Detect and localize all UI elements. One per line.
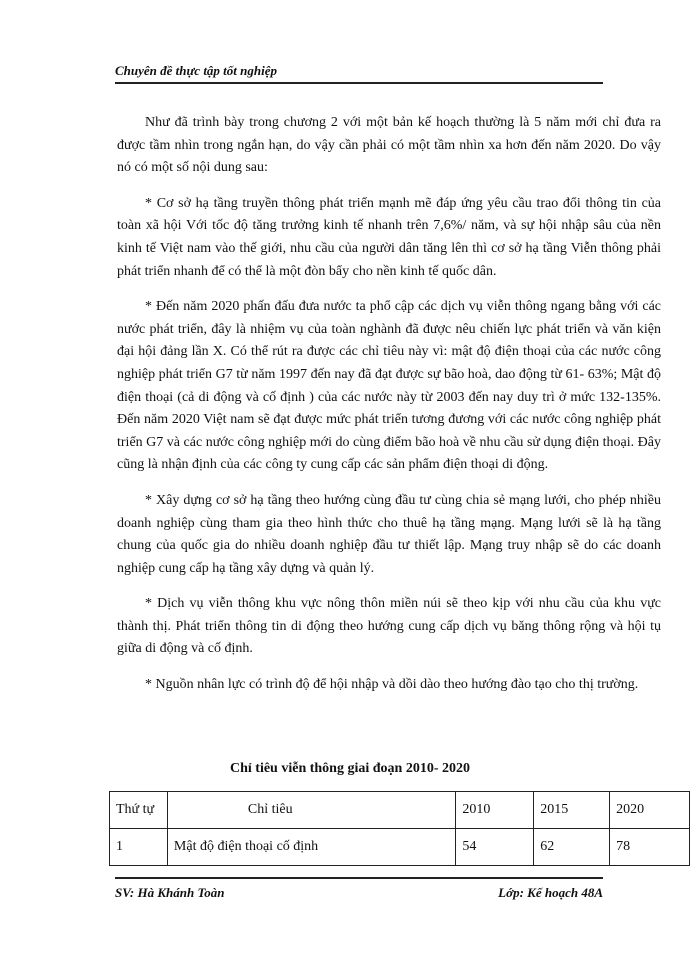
cell-2010: 54 — [456, 829, 534, 866]
header-cell-order: Thứ tự — [110, 792, 168, 829]
paragraph-shared-network: * Xây dựng cơ sở hạ tầng theo hướng cùng đầu tư cùng chia sẻ mạng lưới, cho phép nhiều doanh nghiệp cùng tham gia theo hình thức cho thuê hạ tầng mạng. Mạng lưới sẽ là hạ tầng chung của quốc gia do nhiều doanh nghiệp đầu tư thiết lập. Mạng truy nhập sẽ do các doanh nghiệp cung cấp hạ tầng xây dựng và quản lý. — [117, 492, 661, 576]
table-title: Chỉ tiêu viễn thông giai đoạn 2010- 2020 — [230, 761, 470, 776]
page-header — [115, 63, 603, 84]
paragraph-2020-goal: * Đến năm 2020 phấn đấu đưa nước ta phổ cập các dịch vụ viễn thông ngang bằng với các nước phát triển, đây là nhiệm vụ của toàn nghành đã được nêu chiến lực phát triển và văn kiện đại hội đảng lần X. Có thể rút ra được các chỉ tiêu này vì: mật độ điện thoại của các nước công nghiệp phát triển G7 từ năm 1997 đến nay đã đạt được sự bão hoà, dao động từ 61- 63%; Mật độ điện thoại (cả di động và cố định ) của các nước này từ 2003 đến nay duy trì ở mức 132-135%. Đến năm 2020 Việt nam sẽ đạt được mức phát triển tương đương với các nước công nghiệp phát triển G7 và các nước công nghiệp mới do cùng điểm bão hoà về nhu cầu sử dụng điện thoại. Đây cũng là nhận định của các công ty cung cấp các sản phẩm điện thoại di động. — [117, 299, 661, 473]
paragraph-human-resources: * Nguồn nhân lực có trình độ để hội nhập và dồi dào theo hướng đào tạo cho thị trường. — [145, 677, 639, 693]
cell-order: 1 — [110, 829, 168, 866]
document-title: Chuyên đề thực tập tốt nghiệp — [115, 63, 277, 78]
paragraph-rural-services: * Dịch vụ viễn thông khu vực nông thôn miền núi sẽ theo kịp với nhu cầu của khu vực thành thị. Phát triển thông tin di động theo hướng cung cấp dịch vụ băng thông rộng và hội tụ giữa di động và cố định. — [117, 596, 661, 657]
header-cell-2020: 2020 — [610, 792, 690, 829]
class-name: Lớp: Kế hoạch 48A — [498, 885, 603, 900]
page-footer — [115, 877, 603, 901]
cell-2020: 78 — [610, 829, 690, 866]
cell-indicator: Mật độ điện thoại cố định — [167, 829, 455, 866]
header-cell-2010: 2010 — [456, 792, 534, 829]
table-row — [110, 829, 690, 866]
table-header-row — [110, 792, 690, 829]
student-name: SV: Hà Khánh Toàn — [115, 885, 225, 900]
paragraph-infrastructure: * Cơ sở hạ tầng truyền thông phát triển mạnh mẽ đáp ứng yêu cầu trao đổi thông tin của toàn xã hội Với tốc độ tăng trưởng kinh tế nhanh trên 7,6%/ năm, và sự hội nhập sâu của nền kinh tế Việt nam vào thế giới, nhu cầu của người dân tăng lên thì cơ sở hạ tầng Viễn thông phải phát triển nhanh để có thể là một đòn bẩy cho nền kinh tế quốc dân. — [117, 195, 661, 279]
header-cell-2015: 2015 — [534, 792, 610, 829]
paragraph-intro: Như đã trình bày trong chương 2 với một bản kế hoạch thường là 5 năm mới chỉ đưa ra được tầm nhìn trong ngắn hạn, do vậy cần phải có một tầm nhìn xa hơn đến năm 2020. Do vậy nó có một số nội dung sau: — [117, 115, 661, 176]
cell-2015: 62 — [534, 829, 610, 866]
document-body — [117, 112, 661, 710]
header-cell-indicator: Chỉ tiêu — [167, 792, 455, 829]
telecom-targets-table — [109, 791, 690, 866]
